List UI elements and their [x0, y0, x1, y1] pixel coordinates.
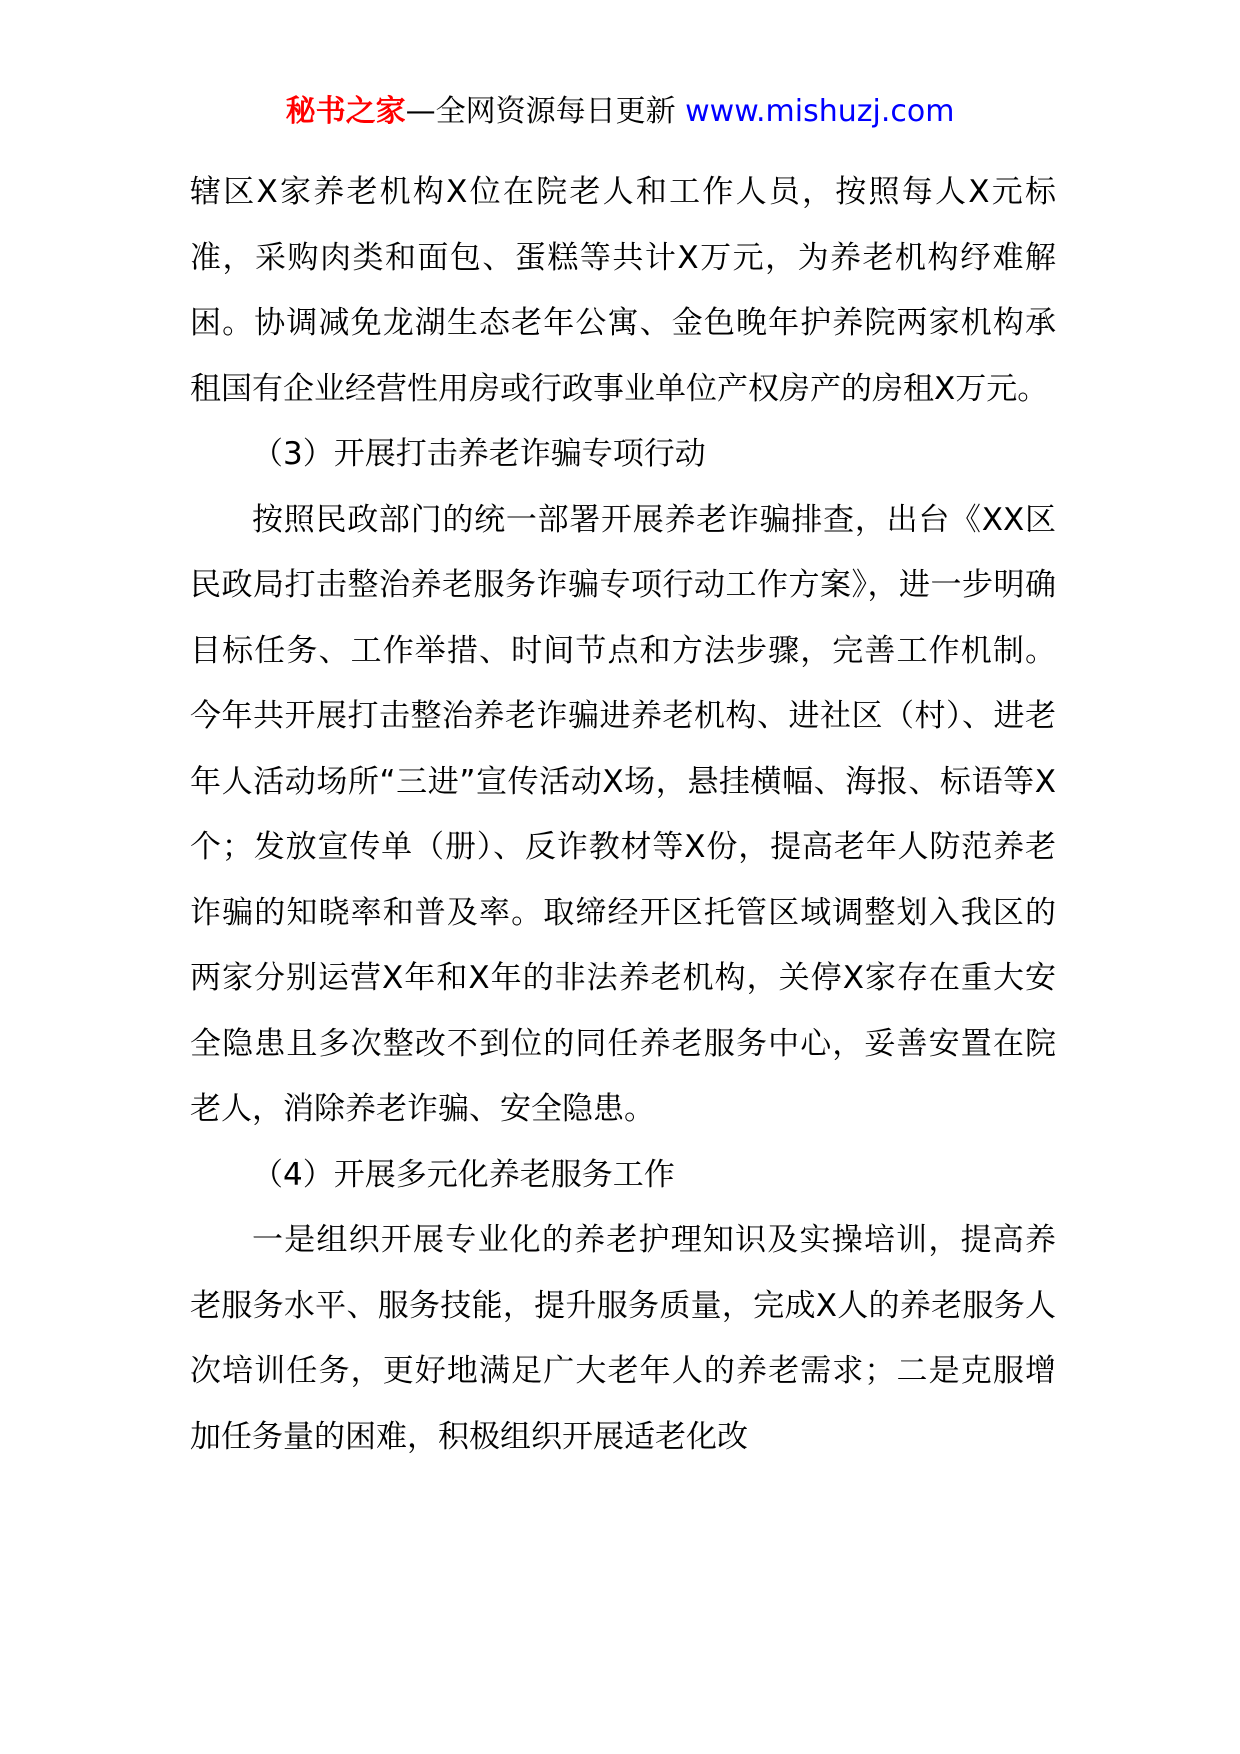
document-body: [190, 160, 1056, 1470]
section-heading-3: （3）开展打击养老诈骗专项行动: [252, 436, 706, 472]
site-tagline: —全网资源每日更新: [405, 94, 686, 129]
site-brand: 秘书之家: [285, 94, 406, 129]
site-url-link[interactable]: www.mishuzj.com: [685, 94, 955, 129]
section-heading-4: （4）开展多元化养老服务工作: [252, 1156, 675, 1193]
paragraph-anti-fraud: 按照民政部门的统一部署开展养老诈骗排查，出台《XX区民政局打击整治养老服务诈骗专项行动工作方案》，进一步明确目标任务、工作举措、时间节点和方法步骤，完善工作机制。今年共开展打击整治养老诈骗进养老机构、进社区（村）、进老年人活动场所“三进”宣传活动X场，悬挂横幅、海报、标语等X个；发放宣传单（册）、反诈教材等X份，提高老年人防范养老诈骗的知晓率和普及率。取缔经开区托管区域调整划入我区的两家分别运营X年和X年的非法养老机构，关停X家存在重大安全隐患且多次整改不到位的同任养老服务中心，妥善安置在院老人，消除养老诈骗、安全隐患。: [190, 501, 1056, 1127]
paragraph-continuation: 辖区X家养老机构X位在院老人和工作人员，按照每人X元标准，采购肉类和面包、蛋糕等共计X万元，为养老机构纾难解困。协调减免龙湖生态老年公寓、金色晚年护养院两家机构承租国有企业经营性用房或行政事业单位产权房产的房租X万元。: [190, 174, 1056, 407]
paragraph-diversified-services: 一是组织开展专业化的养老护理知识及实操培训，提高养老服务水平、服务技能，提升服务质量，完成X人的养老服务人次培训任务，更好地满足广大老年人的养老需求；二是克服增加任务量的困难，积极组织开展适老化改: [190, 1222, 1056, 1455]
site-header: [0, 92, 1240, 132]
